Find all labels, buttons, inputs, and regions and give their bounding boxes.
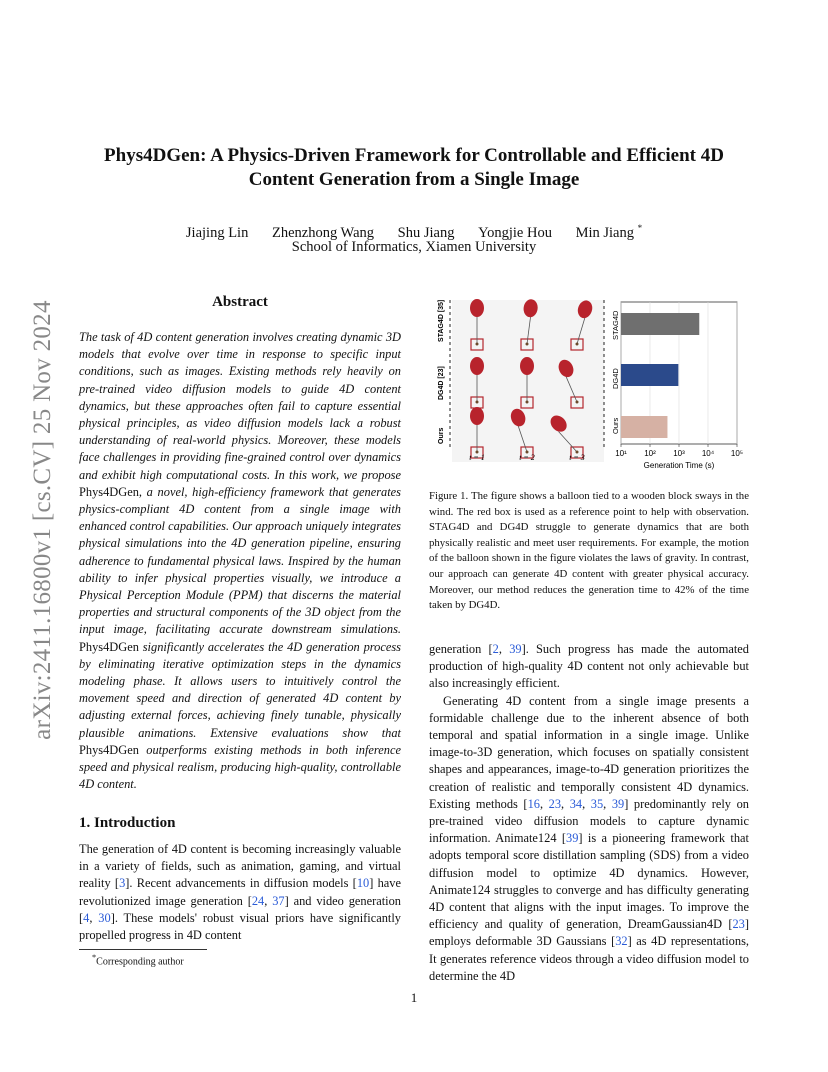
text: , [498, 642, 510, 656]
wooden-block [576, 401, 579, 404]
time-label: t = 3 [569, 453, 585, 462]
intro-heading: 1. Introduction [79, 815, 176, 831]
citation-link[interactable]: 24 [251, 893, 265, 908]
abstract-text: outperforms existing methods in both inference speed and physical realism, producing high-quality, controllable 4D content. [79, 742, 401, 792]
citation-link[interactable]: 35 [590, 796, 604, 811]
right-column [429, 641, 749, 985]
x-tick-label: 10¹ [615, 449, 627, 458]
citation-link[interactable]: 37 [272, 893, 285, 908]
text: Generating 4D content from a single image presents a formidable challenge due to the inherent absence of both temporal and spatial information in a single image. Unlike image-to-3D generation, which focuses on spatially consistent shapes and appearances, image-to-4D generation prioritizes the creation of realistic and temporally consistent 4D dynamics. Existing methods [ [429, 693, 749, 811]
citation-link[interactable]: 16 [527, 796, 540, 811]
paragraph [429, 641, 749, 693]
method-name: Phys4DGen [79, 484, 139, 499]
x-axis-label: Generation Time (s) [643, 461, 715, 470]
balloon [520, 357, 534, 375]
wooden-block [476, 401, 479, 404]
text: , [582, 796, 591, 811]
abstract-text: , a novel, high-efficiency framework that generates physics-compliant 4D content from a single image with enhanced control capabilities. Our approach uniquely integrates physical simulations into the 4D generation pipeline, ensuring adherence to fundamental physical laws. Inspired by the human ability to infer physical properties visually, we introduce a Physical Perception Module (PPM) that discerns the material properties and structural components of the 3D object from the input image, facilitating accurate downstream simulations. [79, 484, 401, 637]
row-label: STAG4D [35] [438, 299, 445, 342]
citation-link[interactable]: 2 [492, 642, 499, 656]
paragraph [429, 693, 749, 985]
panel-bg [452, 300, 604, 462]
footnote-rule [79, 949, 207, 950]
citation-link[interactable]: 4 [83, 910, 90, 925]
title-line-2: Content Generation from a Single Image [248, 169, 580, 190]
bar-label: DG4D [611, 368, 620, 389]
footnote [92, 953, 184, 967]
citation-link[interactable]: 23 [732, 917, 745, 932]
page-number: 1 [410, 990, 418, 1005]
text: ] employs deformable 3D Gaussians [ [429, 917, 749, 949]
x-tick-label: 10³ [673, 449, 685, 458]
bar-label: STAG4D [611, 310, 620, 340]
author: Shu Jiang [397, 224, 455, 241]
text: , [264, 893, 273, 908]
wooden-block [476, 343, 479, 346]
row-label: Ours [438, 427, 445, 444]
citation-link[interactable]: 32 [615, 934, 628, 949]
author: Yongjie Hou [478, 224, 552, 241]
footnote-mark: * [92, 953, 97, 962]
figure-caption: Figure 1. The figure shows a balloon tied to a wooden block sways in the wind. The red box is used as a reference point to help with observation. STAG4D and DG4D struggle to generate dynamics that are both physically realistic and meet user requirements. For example, the motion of the balloon shown in the figure violates the laws of gravity. In contrast, our approach can generate 4D content with greater physical accuracy. Moreover, our method reduces the generation time to 42% of the time taken by DG4D. [429, 490, 749, 612]
time-label: t = 2 [519, 453, 535, 462]
author: Zhenzhong Wang [271, 224, 375, 241]
wooden-block [576, 343, 579, 346]
text: , [89, 910, 99, 925]
text: ]. Recent advancements in diffusion models [ [125, 876, 357, 891]
arxiv-id: arXiv:2411.16800v1 [cs.CV] 25 Nov 2024 [29, 300, 56, 740]
author-name: Min Jiang [575, 224, 634, 241]
title-line-1: Phys4DGen: A Physics-Driven Framework for Controllable and Efficient 4D [104, 145, 724, 166]
time-label: t = 1 [469, 453, 485, 462]
text: ]. Such progress has made the automated production of high-quality 4D content not only achievable but also increasingly efficient. [429, 642, 750, 691]
text: The generation of 4D content is becoming increasingly valuable in a variety of fields, such as animation, gaming, and virtual reality [ [79, 842, 401, 891]
footnote-text: Corresponding author [96, 956, 184, 968]
text: generation [ [429, 642, 493, 656]
wooden-block [526, 401, 529, 404]
row-label: DG4D [23] [438, 366, 445, 400]
affiliation: School of Informatics, Xiamen University [291, 239, 537, 255]
text: , [603, 796, 612, 811]
balloon [470, 357, 484, 375]
text: ]. These models' robust visual priors have significantly propelled progress in 4D content [79, 910, 402, 943]
citation-link[interactable]: 39 [566, 831, 579, 846]
author-mark: * [637, 223, 643, 233]
text: , [561, 796, 570, 811]
citation-link[interactable]: 39 [611, 796, 625, 811]
x-tick-label: 10² [644, 449, 656, 458]
balloon [470, 407, 484, 425]
author: Jiajing Lin [185, 224, 249, 241]
method-name: Phys4DGen [79, 742, 139, 757]
bar-ours [621, 416, 667, 438]
citation-link[interactable]: 34 [569, 796, 583, 811]
text: ] is a pioneering framework that adopts temporal score distillation sampling (SDS) from a video diffusion model to optimize 4D dynamics. However, Animate124 struggles to converge and has difficulty generating 4D content that aligns with the input images. To improve the efficiency and quality of generation, DreamGaussian4D [ [429, 831, 749, 932]
intro-paragraph [79, 841, 401, 944]
citation-link[interactable]: 10 [356, 876, 370, 891]
text: ] and video generation [ [79, 893, 401, 925]
method-name: Phys4DGen [79, 639, 139, 654]
bar-label: Ours [611, 417, 620, 434]
figure-1 [430, 298, 750, 474]
text: ] have revolutionized image generation [ [79, 876, 401, 908]
figure-svg [430, 298, 750, 474]
text: ] as 4D representations, It generates reference videos through a video diffusion model to determine the 4D [429, 934, 749, 983]
balloon [470, 299, 484, 317]
paper-title [60, 144, 768, 192]
x-tick-label: 10⁵ [730, 449, 744, 458]
citation-link[interactable]: 39 [509, 642, 522, 656]
text: , [539, 796, 549, 811]
citation-link[interactable]: 30 [98, 910, 111, 925]
bars [621, 313, 699, 438]
abstract-text: significantly accelerates the 4D generation process by eliminating iterative optimization steps in the dynamics modeling phase. It allows users to intuitively control the movement speed and direction of generated 4D content by adjusting external forces, achieving finely tunable, physically plausible animations. Extensive evaluations show that [79, 639, 401, 740]
citation-link[interactable]: 3 [119, 876, 126, 891]
abstract-text: The task of 4D content generation involves creating dynamic 3D models that evolve over time in response to specific input conditions, such as images. Existing methods rely heavily on pre-trained video diffusion models to guide 4D content dynamics, but these approaches often fail to capture essential physical principles, as video diffusion models lack a robust understanding of real-world physics. Moreover, these models face challenges in providing fine-grained control over dynamics and exhibit high computational costs. In this work, we propose [79, 330, 401, 482]
citation-link[interactable]: 23 [548, 796, 562, 811]
wooden-block [526, 343, 529, 346]
x-tick-label: 10⁴ [701, 449, 715, 458]
text: ] predominantly rely on pre-trained video diffusion models to capture dynamic information. Animate124 [ [429, 796, 749, 846]
abstract-body [79, 329, 401, 793]
abstract-heading: Abstract [212, 294, 268, 310]
bar-stag4d [621, 313, 699, 335]
bar-dg4d [621, 364, 678, 386]
generation-time-chart [611, 302, 743, 470]
